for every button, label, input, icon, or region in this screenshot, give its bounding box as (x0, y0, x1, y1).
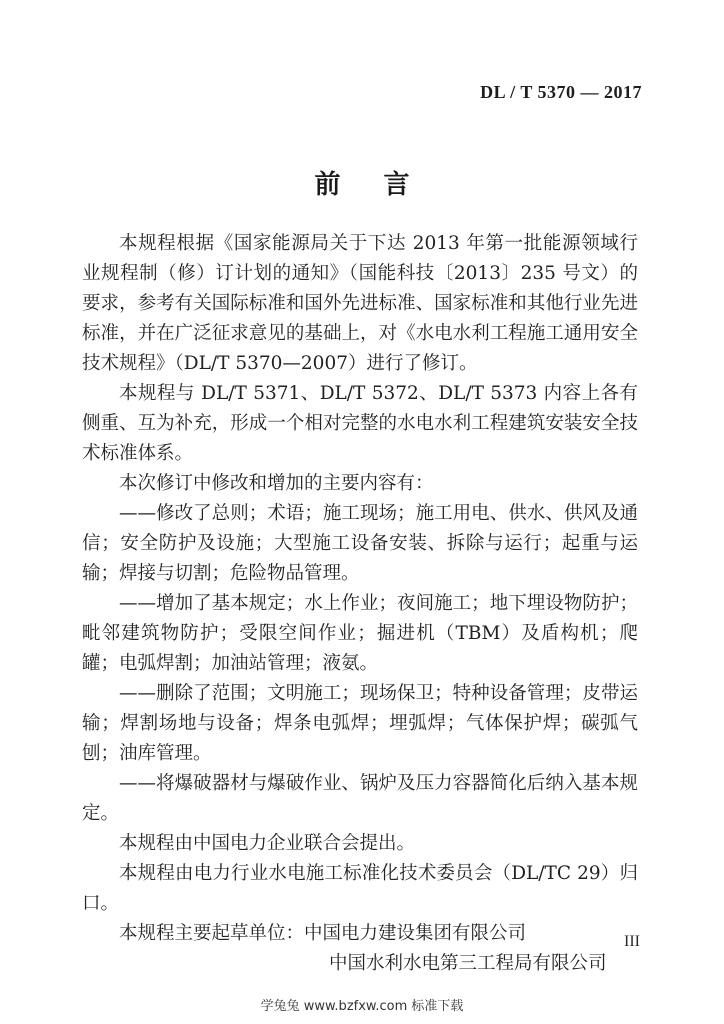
standard-code: DL / T 5370 — 2017 (480, 82, 642, 102)
paragraph-revision-intro: 本次修订中修改和增加的主要内容有： (119, 473, 434, 494)
paragraph-administrator: 本规程由电力行业水电施工标准化技术委员会（DL/TC 29）归口。 (82, 863, 638, 914)
paragraph-proposer: 本规程由中国电力企业联合会提出。 (119, 833, 416, 854)
page-title: 前 言 (314, 170, 410, 200)
paragraph-simplified-items: ——将爆破器材与爆破作业、锅炉及压力容器简化后纳入基本规定。 (82, 773, 638, 824)
page-number: III (624, 933, 640, 950)
watermark-text: 学兔兔 www.bzfxw.com 标准下载 (260, 999, 464, 1014)
paragraph-related-standards: 本规程与 DL/T 5371、DL/T 5372、DL/T 5373 内容上各有侧重、互为补充，形成一个相对完整的水电水利工程建筑安装安全技术标准体系。 (82, 383, 638, 464)
paragraph-deleted-items: ——删除了范围；文明施工；现场保卫；特种设备管理；皮带运输；焊割场地与设备；焊条电弧焊；埋弧焊；气体保护焊；碳弧气刨；油库管理。 (82, 683, 638, 764)
foreword-body (82, 229, 638, 979)
drafter-line-2: 中国水利水电第三工程局有限公司 (329, 953, 607, 974)
paragraph-modified-items: ——修改了总则；术语；施工现场；施工用电、供水、供风及通信；安全防护及设施；大型施工设备安装、拆除与运行；起重与运输；焊接与切割；危险物品管理。 (82, 503, 638, 584)
paragraph-added-items: ——增加了基本规定；水上作业；夜间施工；地下埋设物防护；毗邻建筑物防护；受限空间作业；掘进机（TBM）及盾构机；爬罐；电弧焊割；加油站管理；液氨。 (82, 593, 638, 674)
paragraph-basis: 本规程根据《国家能源局关于下达 2013 年第一批能源领域行业规程制（修）订计划的通知》（国能科技〔2013〕235 号文）的要求，参考有关国际标准和国外先进标准、国家标准和其他行业先进标准，并在广泛征求意见的基础上，对《水电水利工程施工通用安全技术规程》（DL/T 5370—2007）进行了修订。 (82, 233, 638, 374)
drafter-line-1: 本规程主要起草单位：中国电力建设集团有限公司 (119, 923, 527, 944)
